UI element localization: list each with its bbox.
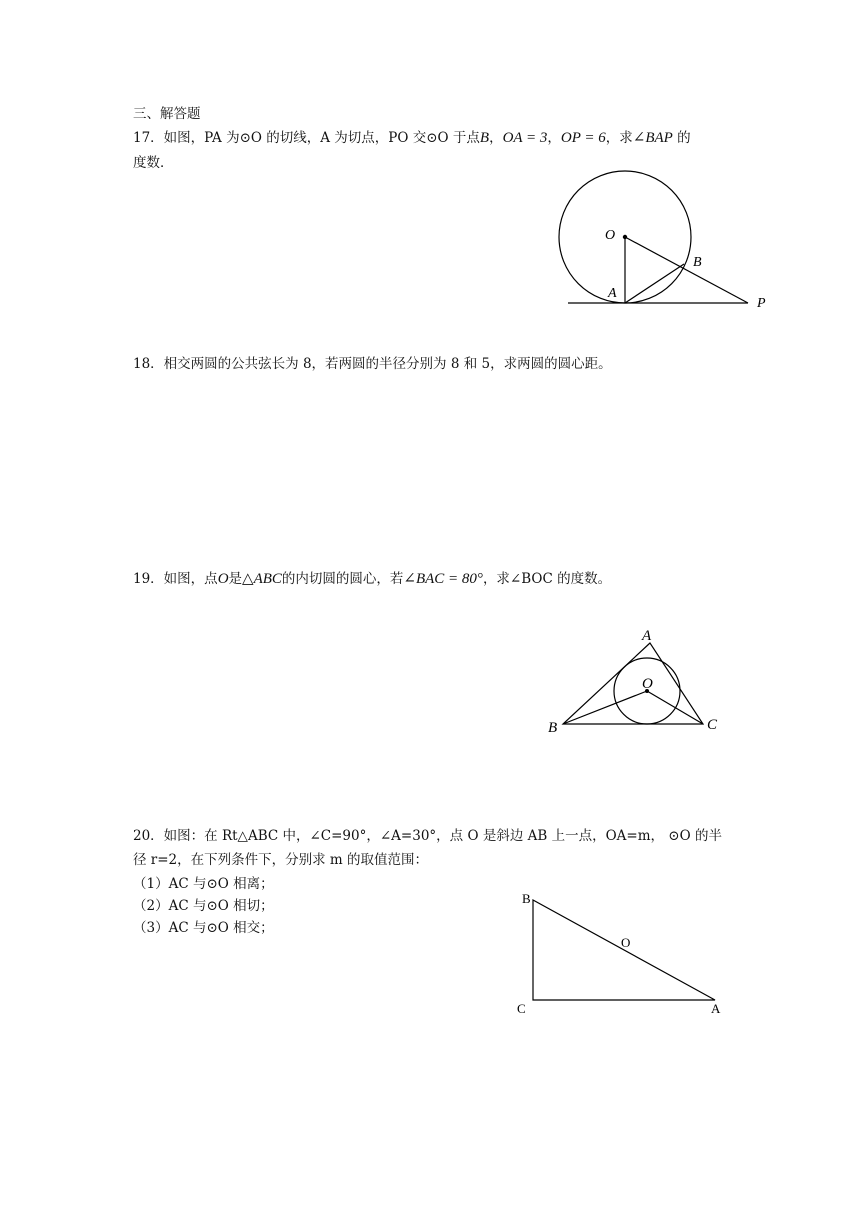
q20-label-o: O bbox=[621, 935, 631, 950]
q17-segment-ab bbox=[625, 264, 684, 303]
q17-line1 bbox=[133, 128, 691, 148]
q19-line bbox=[133, 569, 611, 589]
q19-text-d: ，求∠BOC 的度数。 bbox=[482, 571, 612, 587]
q20-figure bbox=[510, 885, 730, 1020]
q17-sep2: ， bbox=[547, 130, 561, 146]
q19-label-c: C bbox=[707, 717, 718, 733]
q17-text-b: ，求 bbox=[605, 130, 633, 146]
q17-text-c: 的 bbox=[672, 130, 691, 146]
q19-text-c: 的内切圆的圆心，若 bbox=[281, 571, 404, 587]
q19-label-a: A bbox=[642, 628, 652, 644]
q17-op: OP = 6 bbox=[560, 130, 606, 146]
q19-angle: ∠BAC = 80° bbox=[403, 571, 483, 587]
q19-label-o: O bbox=[642, 676, 653, 692]
q17-sep1: ， bbox=[489, 130, 503, 146]
q20-line1: 20．如图：在 Rt△ABC 中，∠C=90°，∠A=30°，点 O 是斜边 AB 上一点，OA=m， ⊙O 的半 bbox=[133, 828, 722, 844]
section-heading: 三、解答题 bbox=[133, 106, 201, 122]
q20-line2: 径 r=2，在下列条件下，分别求 m 的取值范围： bbox=[133, 852, 429, 868]
q20-item-3: （3）AC 与⊙O 相交； bbox=[133, 920, 274, 936]
q17-label-p: P bbox=[757, 296, 766, 311]
q19-segment-bo bbox=[563, 691, 647, 724]
q19-label-b: B bbox=[548, 720, 558, 736]
q20-label-c: C bbox=[517, 1001, 526, 1016]
q19-point-o: O bbox=[217, 571, 229, 587]
q19-triangle: △ABC bbox=[242, 571, 282, 587]
q20-item-2: （2）AC 与⊙O 相切； bbox=[133, 898, 274, 914]
q17-center-dot bbox=[623, 235, 627, 239]
q17-label-b: B bbox=[693, 255, 702, 270]
q17-label-o: O bbox=[605, 228, 616, 243]
q17-figure bbox=[560, 175, 780, 315]
q17-oa: OA = 3 bbox=[502, 130, 548, 146]
q19-text-b: 是 bbox=[228, 571, 243, 587]
q17-angle: ∠BAP bbox=[632, 130, 673, 146]
q17-label-a: A bbox=[608, 286, 617, 301]
q19-text-a: 19．如图，点 bbox=[133, 571, 218, 587]
q19-segment-co bbox=[647, 691, 703, 724]
q17-line2: 度数． bbox=[133, 155, 174, 171]
q17-point-b: B bbox=[479, 130, 490, 146]
q17-segment-op bbox=[625, 237, 748, 303]
q20-label-b: B bbox=[522, 891, 531, 906]
q20-item-1: （1）AC 与⊙O 相离； bbox=[133, 876, 274, 892]
q19-figure bbox=[540, 620, 730, 740]
q17-text-a: 17．如图，PA 为⊙O 的切线，A 为切点，PO 交⊙O 于点 bbox=[133, 130, 480, 146]
q20-label-a: A bbox=[711, 1001, 721, 1016]
q18-text: 18．相交两圆的公共弦长为 8，若两圆的半径分别为 8 和 5，求两圆的圆心距。 bbox=[133, 356, 612, 372]
q20-triangle-abc bbox=[533, 900, 715, 1000]
